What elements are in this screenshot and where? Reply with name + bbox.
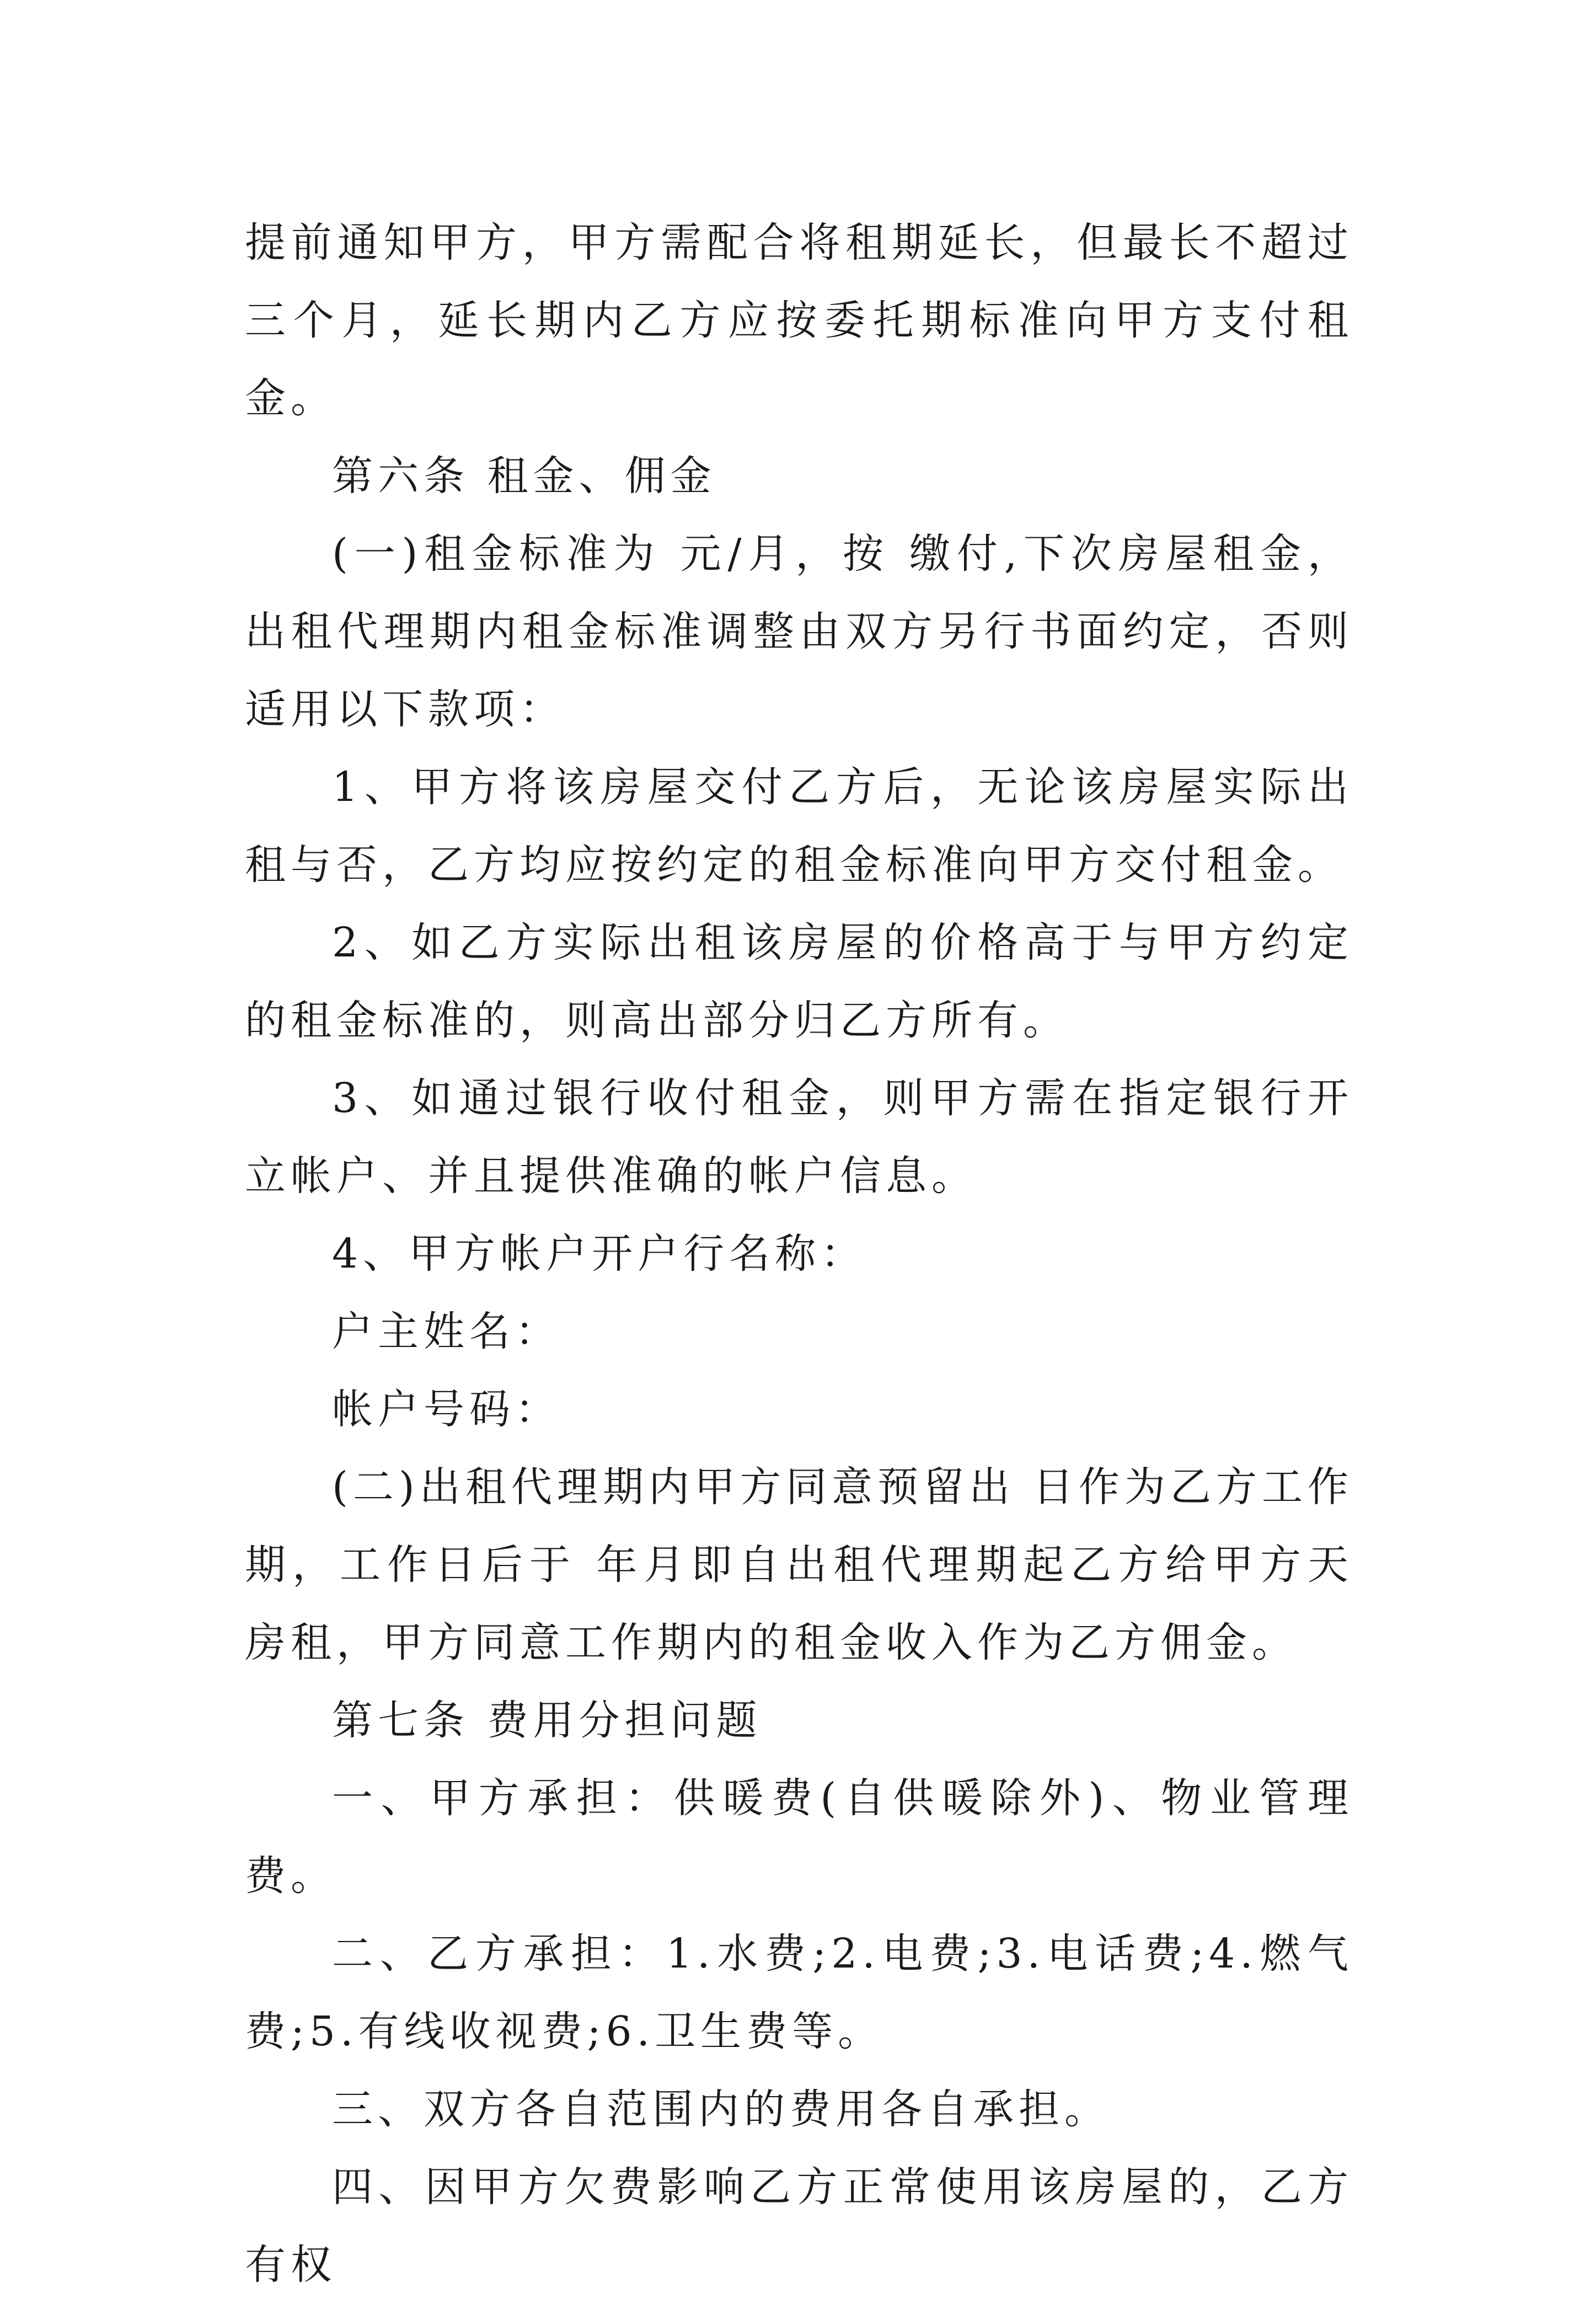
document-body (245, 204, 1353, 2304)
account-number-line: 帐户号码： (332, 1386, 561, 1433)
shared-costs-paragraph: 三、双方各自范围内的费用各自承担。 (332, 2086, 1110, 2133)
rent-standard-paragraph: (一)租金标准为 元/月，按 缴付,下次房屋租金，出租代理期内租金标准调整由双方另行书面约定，否则适用以下款项： (245, 530, 1353, 733)
commission-paragraph: (二)出租代理期内甲方同意预留出 日作为乙方工作期，工作日后于 年月即自出租代理期起乙方给甲方天房租，甲方同意工作期内的租金收入作为乙方佣金。 (245, 1463, 1353, 1666)
clause-3-paragraph: 3、如通过银行收付租金，则甲方需在指定银行开立帐户、并且提供准确的帐户信息。 (245, 1075, 1353, 1200)
article-6-heading: 第六条 租金、佣金 (332, 452, 716, 500)
clause-2-paragraph: 2、如乙方实际出租该房屋的价格高于与甲方约定的租金标准的，则高出部分归乙方所有。 (245, 919, 1353, 1044)
arrears-paragraph: 四、因甲方欠费影响乙方正常使用该房屋的，乙方有权 (245, 2163, 1353, 2289)
account-holder-line: 户主姓名： (332, 1308, 561, 1355)
bank-name-line: 4、甲方帐户开户行名称： (332, 1230, 867, 1277)
paragraph-continuation: 提前通知甲方，甲方需配合将租期延长，但最长不超过三个月，延长期内乙方应按委托期标准向甲方支付租金。 (245, 219, 1353, 422)
party-a-costs-paragraph: 一、甲方承担：供暖费(自供暖除外)、物业管理费。 (245, 1774, 1353, 1900)
party-b-costs-paragraph: 二、乙方承担：1.水费;2.电费;3.电话费;4.燃气费;5.有线收视费;6.卫生费等。 (245, 1930, 1353, 2055)
article-7-heading: 第七条 费用分担问题 (332, 1697, 762, 1744)
clause-1-paragraph: 1、甲方将该房屋交付乙方后，无论该房屋实际出租与否，乙方均应按约定的租金标准向甲方交付租金。 (245, 763, 1353, 889)
